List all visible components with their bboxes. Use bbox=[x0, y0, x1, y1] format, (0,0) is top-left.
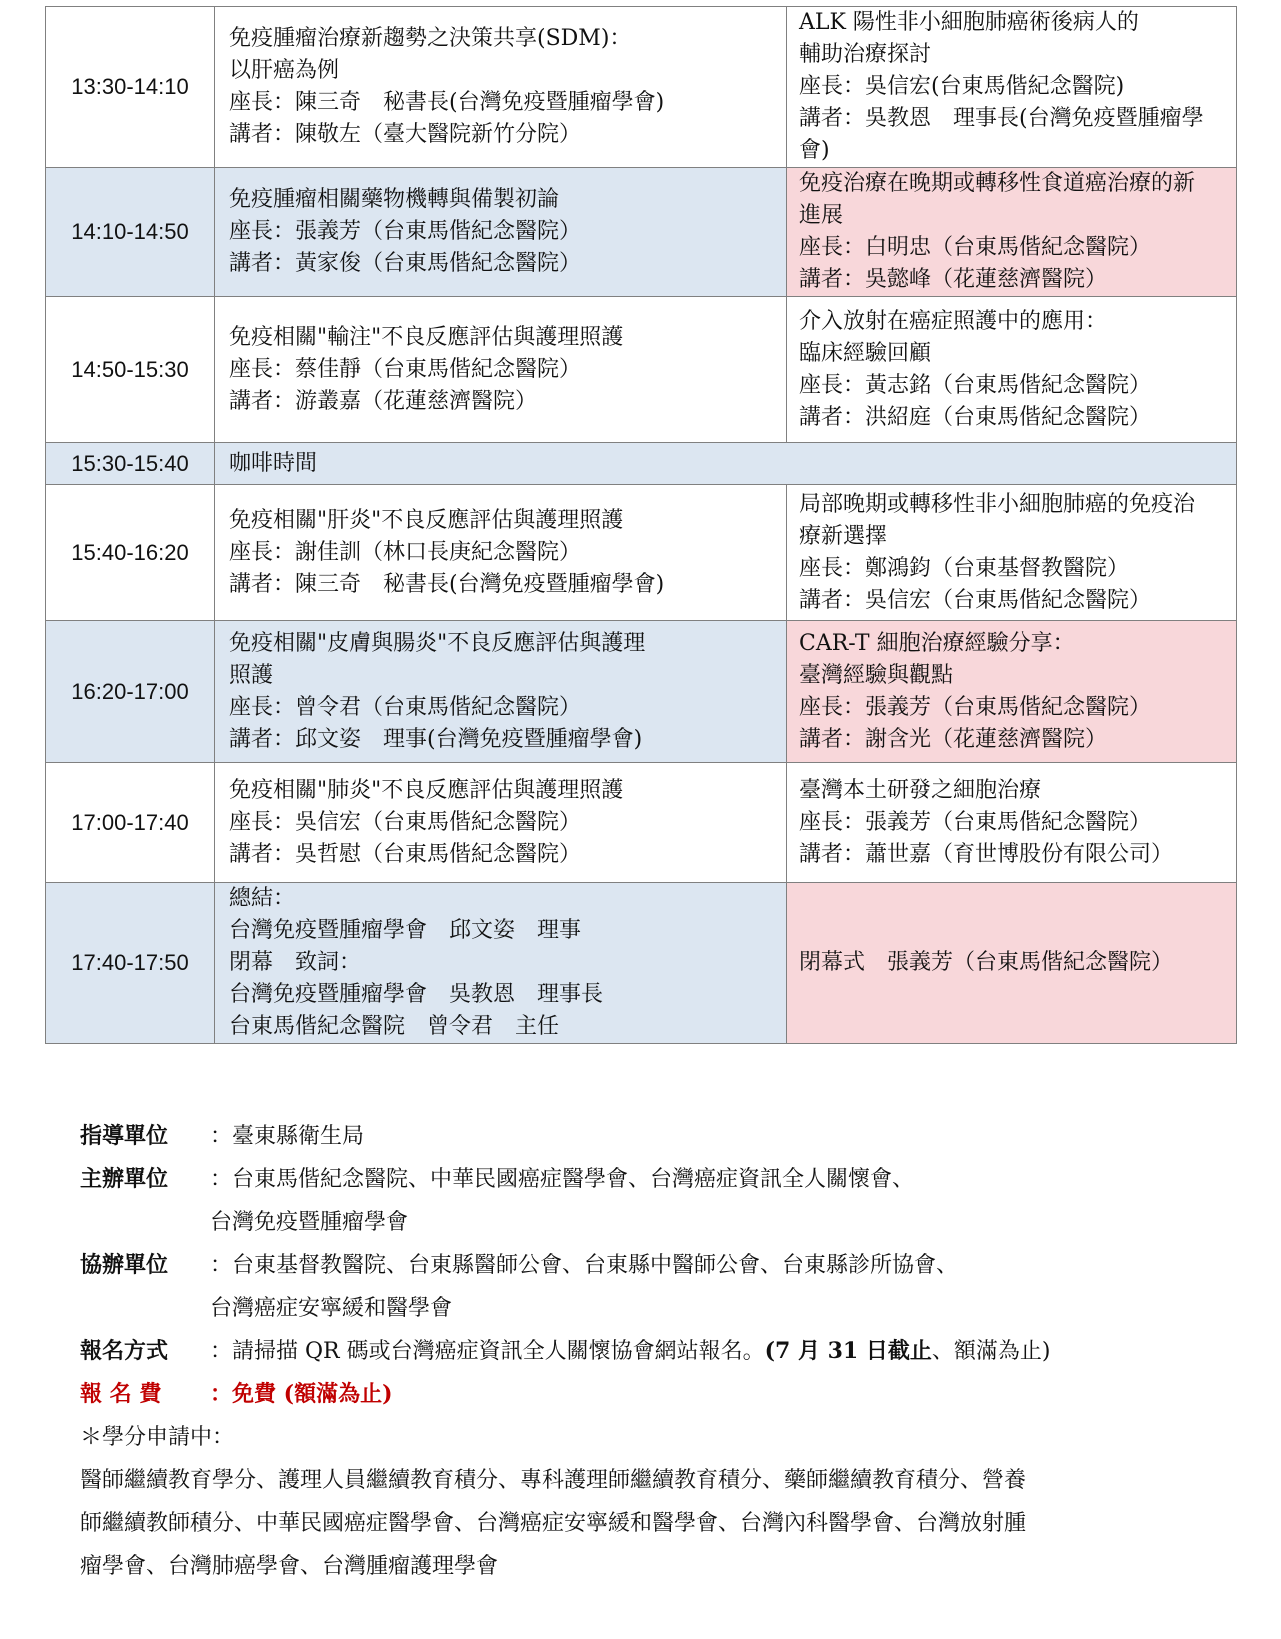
session-track-a bbox=[215, 485, 787, 621]
host-value-1: ：台東馬偕紀念醫院、中華民國癌症醫學會、台灣癌症資訊全人關懷會、 bbox=[210, 1167, 915, 1192]
session-line: 座長：張義芳（台東馬偕紀念醫院） bbox=[799, 809, 1152, 835]
session-track-a bbox=[215, 7, 787, 168]
session-line: 以肝癌為例 bbox=[229, 58, 340, 83]
session-track-a bbox=[215, 297, 787, 443]
session-line: 講者：蕭世嘉（育世博股份有限公司） bbox=[799, 841, 1174, 867]
session-time: 14:10-14:50 bbox=[46, 168, 215, 297]
session-track-b bbox=[787, 621, 1237, 763]
co-host-row bbox=[80, 1244, 1200, 1287]
schedule-row bbox=[46, 485, 1237, 621]
session-line: 輔助治療探討 bbox=[799, 42, 932, 67]
session-track-a bbox=[215, 763, 787, 883]
guide-value: ：臺東縣衛生局 bbox=[210, 1124, 365, 1149]
session-line: 座長：張義芳（台東馬偕紀念醫院） bbox=[799, 694, 1152, 720]
host-row-2 bbox=[80, 1201, 1200, 1244]
session-line: 座長：張義芳（台東馬偕紀念醫院） bbox=[229, 219, 582, 244]
session-line: 講者：陳敬左（臺大醫院新竹分院） bbox=[229, 122, 582, 147]
session-line: 講者：游叢嘉（花蓮慈濟醫院） bbox=[229, 388, 538, 414]
session-line: 總結： bbox=[229, 886, 296, 911]
session-line: 台灣免疫暨腫瘤學會 邱文姿 理事 bbox=[229, 918, 582, 943]
credit-line-2: 師繼續教師積分、中華民國癌症醫學會、台灣癌症安寧緩和醫學會、台灣內科醫學會、台灣放射腫 bbox=[80, 1511, 1027, 1536]
session-track-b bbox=[787, 763, 1237, 883]
schedule-body bbox=[46, 7, 1237, 1044]
registration-tail: 、額滿為止) bbox=[931, 1339, 1051, 1364]
session-line: 座長：吳信宏（台東馬偕紀念醫院） bbox=[229, 809, 582, 835]
session-line: 講者：吳哲慰（台東馬偕紀念醫院） bbox=[229, 841, 582, 867]
session-track-b bbox=[787, 297, 1237, 443]
session-line: 臨床經驗回顧 bbox=[799, 340, 932, 366]
session-line: 講者：吳教恩 理事長(台灣免疫暨腫瘤學 bbox=[799, 106, 1204, 131]
session-line: 座長：陳三奇 秘書長(台灣免疫暨腫瘤學會) bbox=[229, 90, 665, 115]
session-line: 免疫相關"肝炎"不良反應評估與護理照護 bbox=[229, 507, 624, 533]
schedule-row bbox=[46, 621, 1237, 763]
host-label: 主辦單位 bbox=[80, 1166, 169, 1192]
schedule-row bbox=[46, 7, 1237, 168]
credit-line-1: 醫師繼續教育學分、護理人員繼續教育積分、專科護理師繼續教育積分、藥師繼續教育積分、營養 bbox=[80, 1468, 1027, 1493]
schedule-row bbox=[46, 297, 1237, 443]
host-row bbox=[80, 1158, 1200, 1201]
session-line: ALK 陽性非小細胞肺癌術後病人的 bbox=[799, 10, 1139, 35]
registration-deadline: (7 月 31 日截止 bbox=[764, 1338, 932, 1364]
schedule-row bbox=[46, 443, 1237, 485]
session-line: CAR-T 細胞治療經驗分享： bbox=[799, 630, 1075, 656]
session-time: 15:40-16:20 bbox=[46, 485, 215, 621]
session-track-b bbox=[787, 7, 1237, 168]
session-line: 進展 bbox=[799, 203, 844, 228]
session-track-a bbox=[215, 883, 787, 1044]
session-line: 免疫腫瘤治療新趨勢之決策共享(SDM)： bbox=[229, 26, 632, 51]
session-line: 免疫相關"肺炎"不良反應評估與護理照護 bbox=[229, 777, 624, 803]
schedule-row bbox=[46, 763, 1237, 883]
session-time: 14:50-15:30 bbox=[46, 297, 215, 443]
session-track-a bbox=[215, 168, 787, 297]
session-line: 免疫相關"皮膚與腸炎"不良反應評估與護理 bbox=[229, 630, 646, 656]
session-line: 講者：謝含光（花蓮慈濟醫院） bbox=[799, 726, 1108, 752]
session-line: 閉幕式 張義芳（台東馬偕紀念醫院） bbox=[799, 950, 1174, 975]
session-line: 台東馬偕紀念醫院 曾令君 主任 bbox=[229, 1014, 560, 1039]
session-track-b bbox=[787, 883, 1237, 1044]
session-line: 講者：邱文姿 理事(台灣免疫暨腫瘤學會) bbox=[229, 726, 643, 752]
session-time: 13:30-14:10 bbox=[46, 7, 215, 168]
session-time: 16:20-17:00 bbox=[46, 621, 215, 763]
session-line: 座長：曾令君（台東馬偕紀念醫院） bbox=[229, 694, 582, 720]
session-line: 臺灣經驗與觀點 bbox=[799, 662, 954, 688]
session-track-b bbox=[787, 168, 1237, 297]
session-time: 17:00-17:40 bbox=[46, 763, 215, 883]
session-line: 座長：鄭鴻鈞（台東基督教醫院） bbox=[799, 555, 1130, 581]
event-info bbox=[80, 1115, 1200, 1588]
session-line: 台灣免疫暨腫瘤學會 吳教恩 理事長 bbox=[229, 982, 604, 1007]
fee-label: 報 名 費 bbox=[80, 1381, 162, 1407]
session-line: 免疫相關"輸注"不良反應評估與護理照護 bbox=[229, 324, 624, 350]
host-value-2: 台灣免疫暨腫瘤學會 bbox=[210, 1210, 409, 1235]
schedule-row bbox=[46, 883, 1237, 1044]
credit-title: ＊學分申請中： bbox=[80, 1425, 235, 1450]
co-host-row-2 bbox=[80, 1287, 1200, 1330]
session-line: 講者：黃家俊（台東馬偕紀念醫院） bbox=[229, 251, 582, 276]
session-time: 15:30-15:40 bbox=[46, 443, 215, 485]
guide-label: 指導單位 bbox=[80, 1123, 169, 1149]
session-line: 會) bbox=[799, 138, 830, 163]
session-line: 療新選擇 bbox=[799, 523, 888, 549]
session-track-a bbox=[215, 621, 787, 763]
registration-text: ：請掃描 QR 碼或台灣癌症資訊全人關懷協會網站報名。 bbox=[210, 1339, 765, 1364]
registration-row bbox=[80, 1330, 1200, 1373]
credit-line-3: 瘤學會、台灣肺癌學會、台灣腫瘤護理學會 bbox=[80, 1554, 499, 1579]
break-label: 咖啡時間 bbox=[215, 443, 1237, 485]
session-line: 照護 bbox=[229, 662, 274, 688]
session-line: 座長：蔡佳靜（台東馬偕紀念醫院） bbox=[229, 356, 582, 382]
co-host-label: 協辦單位 bbox=[80, 1252, 169, 1278]
session-line: 座長：吳信宏(台東馬偕紀念醫院) bbox=[799, 74, 1125, 99]
session-track-b bbox=[787, 485, 1237, 621]
session-line: 閉幕 致詞： bbox=[229, 950, 362, 975]
session-line: 免疫腫瘤相關藥物機轉與備製初論 bbox=[229, 187, 560, 212]
guide-row bbox=[80, 1115, 1200, 1158]
session-line: 座長：白明忠（台東馬偕紀念醫院） bbox=[799, 235, 1152, 260]
session-line: 講者：吳懿峰（花蓮慈濟醫院） bbox=[799, 267, 1108, 292]
session-line: 講者：吳信宏（台東馬偕紀念醫院） bbox=[799, 587, 1152, 613]
session-time: 17:40-17:50 bbox=[46, 883, 215, 1044]
fee-value: ：免費 (額滿為止) bbox=[210, 1381, 393, 1407]
fee-row bbox=[80, 1373, 1200, 1416]
session-line: 座長：黃志銘（台東馬偕紀念醫院） bbox=[799, 372, 1152, 398]
session-line: 座長：謝佳訓（林口長庚紀念醫院） bbox=[229, 539, 582, 565]
co-host-value-1: ：台東基督教醫院、台東縣醫師公會、台東縣中醫師公會、台東縣診所協會、 bbox=[210, 1253, 959, 1278]
session-line: 免疫治療在晚期或轉移性食道癌治療的新 bbox=[799, 171, 1196, 196]
schedule-table bbox=[45, 6, 1237, 1044]
co-host-value-2: 台灣癌症安寧緩和醫學會 bbox=[210, 1296, 453, 1321]
registration-label: 報名方式 bbox=[80, 1338, 169, 1364]
session-line: 局部晚期或轉移性非小細胞肺癌的免疫治 bbox=[799, 491, 1196, 517]
session-line: 講者：洪紹庭（台東馬偕紀念醫院） bbox=[799, 404, 1152, 430]
session-line: 臺灣本土研發之細胞治療 bbox=[799, 777, 1042, 803]
schedule-row bbox=[46, 168, 1237, 297]
session-line: 講者：陳三奇 秘書長(台灣免疫暨腫瘤學會) bbox=[229, 571, 665, 597]
session-line: 介入放射在癌症照護中的應用： bbox=[799, 308, 1108, 334]
